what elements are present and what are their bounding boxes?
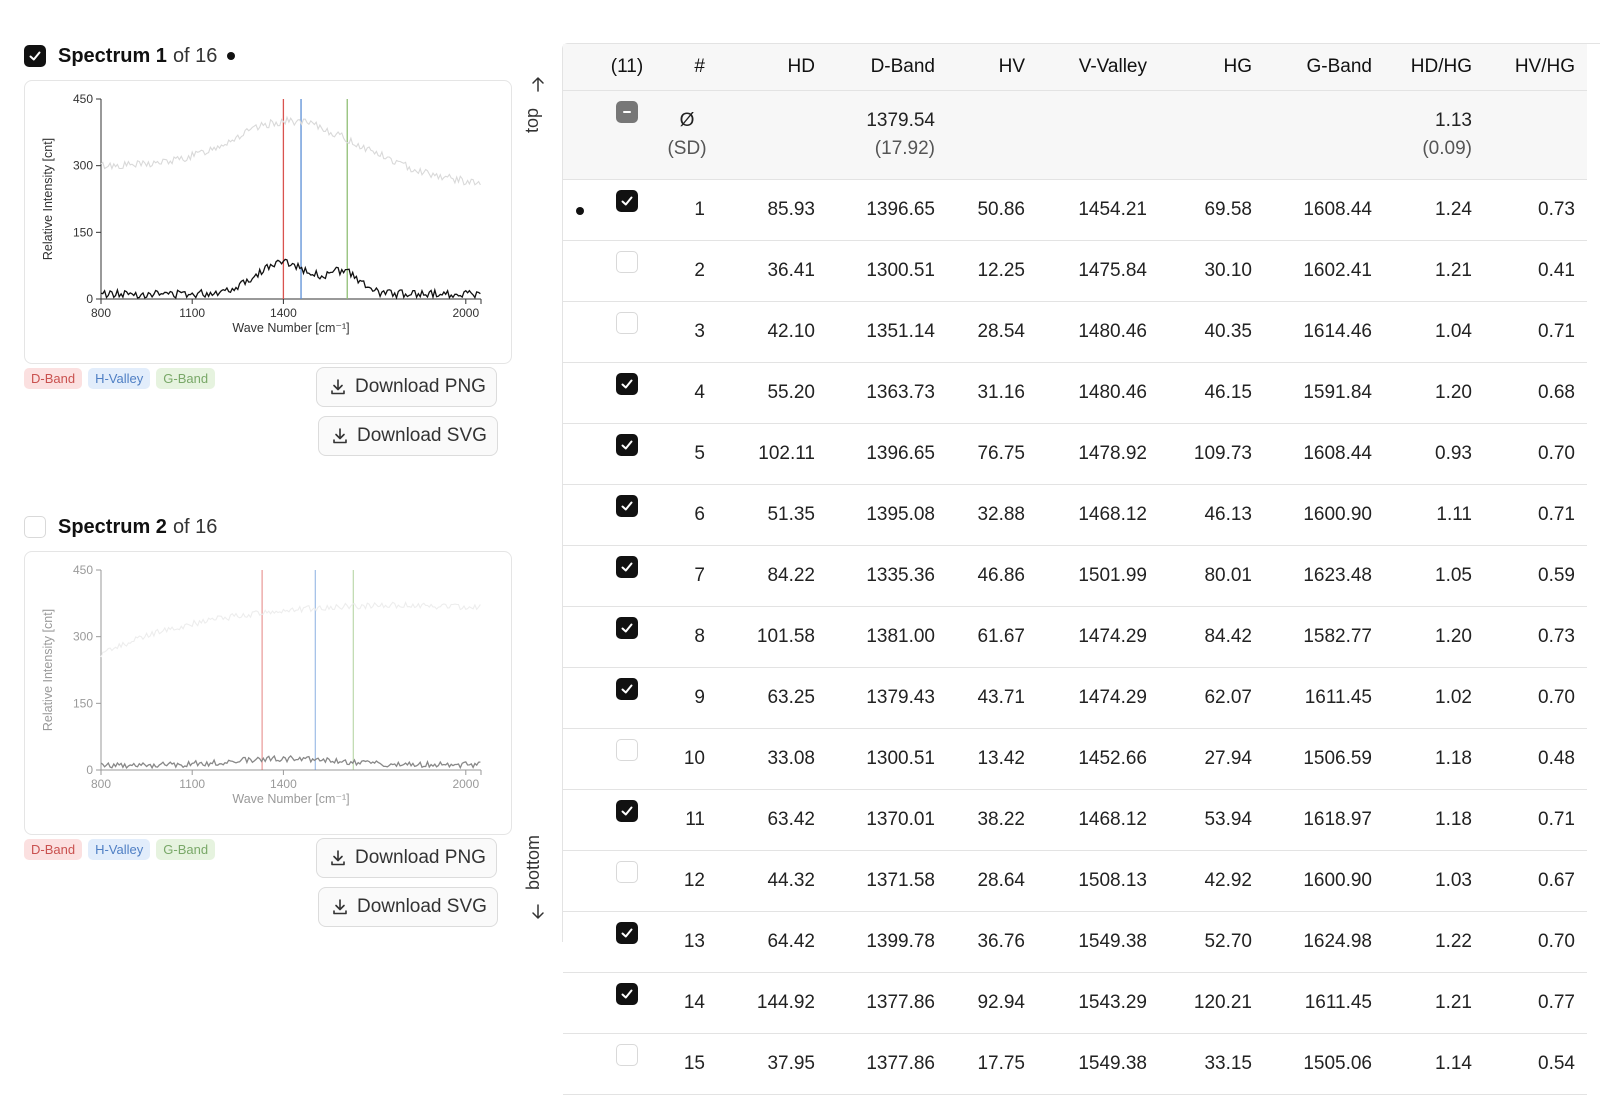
row-v-valley: 1454.21: [1037, 180, 1159, 241]
table-row[interactable]: [563, 851, 1587, 912]
scroll-bottom-link[interactable]: [523, 824, 550, 924]
table-row[interactable]: [563, 790, 1587, 851]
row-select-checkbox[interactable]: [616, 800, 638, 822]
row-hg: 69.58: [1159, 180, 1264, 241]
row-hg: 46.13: [1159, 485, 1264, 546]
y-tick-label: 450: [72, 563, 93, 577]
table-row[interactable]: [563, 180, 1587, 241]
row-index: 5: [657, 424, 717, 485]
row-hd: 42.10: [717, 302, 827, 363]
band-legend: [24, 839, 215, 860]
spectrum-chart-svg: [25, 552, 513, 836]
row-hd-hg: 1.21: [1384, 241, 1484, 302]
spectrum-panel-1: [24, 42, 514, 462]
row-hv: 76.75: [947, 424, 1037, 485]
row-hd: 84.22: [717, 546, 827, 607]
row-d-band: 1399.78: [827, 912, 947, 973]
row-hd: 63.25: [717, 668, 827, 729]
row-d-band: 1377.86: [827, 1034, 947, 1095]
row-g-band: 1614.46: [1264, 302, 1384, 363]
check-icon: [620, 438, 634, 452]
row-hv: 46.86: [947, 546, 1037, 607]
row-hv-hg: 0.41: [1484, 241, 1587, 302]
header-v-valley[interactable]: V-Valley: [1037, 44, 1159, 91]
table-row[interactable]: [563, 912, 1587, 973]
sd-hd-hg: (0.09): [1422, 138, 1472, 159]
row-index: 7: [657, 546, 717, 607]
row-select-checkbox[interactable]: [616, 190, 638, 212]
row-v-valley: 1480.46: [1037, 363, 1159, 424]
row-hv-hg: 0.73: [1484, 607, 1587, 668]
check-icon: [620, 804, 634, 818]
download-svg-button[interactable]: [318, 416, 498, 456]
row-hv-hg: 0.71: [1484, 302, 1587, 363]
table-row[interactable]: [563, 424, 1587, 485]
check-icon: [620, 377, 634, 391]
x-tick-label: 1100: [179, 777, 206, 791]
table-row[interactable]: [563, 973, 1587, 1034]
table-row[interactable]: [563, 241, 1587, 302]
row-hd: 101.58: [717, 607, 827, 668]
row-index: 4: [657, 363, 717, 424]
table-row[interactable]: [563, 485, 1587, 546]
background-spectrum-line: [101, 117, 480, 185]
row-hd-hg: 1.18: [1384, 790, 1484, 851]
row-d-band: 1396.65: [827, 180, 947, 241]
spectrum-select-checkbox[interactable]: [24, 516, 46, 538]
x-axis-label: Wave Number [cm⁻¹]: [232, 321, 350, 335]
row-g-band: 1506.59: [1264, 729, 1384, 790]
row-hv: 50.86: [947, 180, 1037, 241]
row-v-valley: 1501.99: [1037, 546, 1159, 607]
table-row[interactable]: [563, 607, 1587, 668]
header-index[interactable]: #: [657, 44, 717, 91]
spectrum-line: [101, 756, 480, 768]
row-hd-hg: 1.22: [1384, 912, 1484, 973]
spectrum-header: [24, 42, 235, 70]
x-tick-label: 1100: [179, 306, 206, 320]
row-v-valley: 1549.38: [1037, 912, 1159, 973]
table-row[interactable]: [563, 546, 1587, 607]
row-hd: 36.41: [717, 241, 827, 302]
row-d-band: 1370.01: [827, 790, 947, 851]
row-hv-hg: 0.77: [1484, 973, 1587, 1034]
download-png-label: Download PNG: [355, 376, 486, 397]
row-hv: 12.25: [947, 241, 1037, 302]
download-icon: [331, 898, 349, 916]
row-g-band: 1608.44: [1264, 180, 1384, 241]
row-hv: 38.22: [947, 790, 1037, 851]
row-hv-hg: 0.54: [1484, 1034, 1587, 1095]
header-hd-hg[interactable]: HD/HG: [1384, 44, 1484, 91]
row-hg: 30.10: [1159, 241, 1264, 302]
header-d-band[interactable]: D-Band: [827, 44, 947, 91]
y-tick-label: 0: [86, 763, 93, 777]
scroll-bottom-label: bottom: [523, 834, 544, 891]
row-hd: 144.92: [717, 973, 827, 1034]
legend-d-band: D-Band: [24, 368, 82, 389]
sd-d-band: (17.92): [874, 138, 935, 159]
row-select-checkbox[interactable]: [616, 373, 638, 395]
row-hv-hg: 0.71: [1484, 485, 1587, 546]
row-hd: 55.20: [717, 363, 827, 424]
y-tick-label: 150: [72, 696, 93, 711]
row-hg: 46.15: [1159, 363, 1264, 424]
row-hd-hg: 1.11: [1384, 485, 1484, 546]
row-index: 14: [657, 973, 717, 1034]
header-hd[interactable]: HD: [717, 44, 827, 91]
spectrum-header: [24, 513, 217, 541]
scroll-top-label: top: [522, 107, 543, 134]
row-select-checkbox[interactable]: [616, 617, 638, 639]
table-row[interactable]: [563, 729, 1587, 790]
minus-icon: [621, 106, 633, 118]
row-hd-hg: 1.20: [1384, 363, 1484, 424]
row-index: 1: [657, 180, 717, 241]
row-select-checkbox[interactable]: [616, 922, 638, 944]
row-v-valley: 1452.66: [1037, 729, 1159, 790]
row-d-band: 1371.58: [827, 851, 947, 912]
x-tick-label: 2000: [452, 777, 480, 791]
row-hv: 36.76: [947, 912, 1037, 973]
row-hd-hg: 1.18: [1384, 729, 1484, 790]
row-hv-hg: 0.73: [1484, 180, 1587, 241]
row-hd-hg: 1.20: [1384, 607, 1484, 668]
row-hd-hg: 1.02: [1384, 668, 1484, 729]
row-index: 10: [657, 729, 717, 790]
spectrum-chart: [24, 80, 512, 364]
header-hv[interactable]: HV: [947, 44, 1037, 91]
row-v-valley: 1480.46: [1037, 302, 1159, 363]
header-hg[interactable]: HG: [1159, 44, 1264, 91]
row-select-checkbox[interactable]: [616, 312, 638, 334]
row-hd-hg: 0.93: [1384, 424, 1484, 485]
spectrum-chart-svg: [25, 81, 513, 365]
row-hv: 13.42: [947, 729, 1037, 790]
x-tick-label: 1400: [270, 306, 297, 320]
arrow-down-icon: [531, 904, 545, 920]
average-hd-hg: 1.13: [1435, 110, 1472, 131]
table-row[interactable]: [563, 363, 1587, 424]
results-table: [563, 44, 1587, 1095]
sd-label: (SD): [667, 138, 707, 159]
row-select-checkbox[interactable]: [616, 556, 638, 578]
download-png-label: Download PNG: [355, 847, 486, 868]
row-hd-hg: 1.14: [1384, 1034, 1484, 1095]
row-hg: 109.73: [1159, 424, 1264, 485]
row-g-band: 1624.98: [1264, 912, 1384, 973]
y-tick-label: 150: [72, 225, 93, 240]
header-dot-col: [563, 44, 597, 91]
x-tick-label: 2000: [452, 306, 480, 320]
row-hd-hg: 1.04: [1384, 302, 1484, 363]
row-hv-hg: 0.71: [1484, 790, 1587, 851]
row-index: 6: [657, 485, 717, 546]
header-g-band[interactable]: G-Band: [1264, 44, 1384, 91]
row-d-band: 1363.73: [827, 363, 947, 424]
row-index: 3: [657, 302, 717, 363]
row-g-band: 1623.48: [1264, 546, 1384, 607]
legend-h-valley: H-Valley: [88, 839, 150, 860]
row-hv: 17.75: [947, 1034, 1037, 1095]
spectrum-count: of 16: [172, 515, 218, 538]
row-d-band: 1377.86: [827, 973, 947, 1034]
select-all-checkbox[interactable]: [616, 101, 638, 123]
row-hg: 42.92: [1159, 851, 1264, 912]
scroll-top-link[interactable]: [522, 74, 550, 134]
row-select-checkbox[interactable]: [616, 495, 638, 517]
download-icon: [329, 849, 347, 867]
check-icon: [620, 621, 634, 635]
download-icon: [329, 378, 347, 396]
row-select-checkbox[interactable]: [616, 983, 638, 1005]
row-hd: 44.32: [717, 851, 827, 912]
x-tick-label: 800: [90, 777, 112, 791]
table-row[interactable]: [563, 668, 1587, 729]
row-index: 9: [657, 668, 717, 729]
row-hv-hg: 0.67: [1484, 851, 1587, 912]
row-hg: 84.42: [1159, 607, 1264, 668]
arrow-up-icon: [531, 76, 545, 92]
row-hv: 92.94: [947, 973, 1037, 1034]
row-hv-hg: 0.59: [1484, 546, 1587, 607]
row-hv: 28.64: [947, 851, 1037, 912]
download-svg-label: Download SVG: [357, 425, 487, 446]
table-header-row: [563, 44, 1587, 91]
row-g-band: 1591.84: [1264, 363, 1384, 424]
row-index: 15: [657, 1034, 717, 1095]
row-hv-hg: 0.70: [1484, 668, 1587, 729]
row-g-band: 1611.45: [1264, 668, 1384, 729]
row-hv: 31.16: [947, 363, 1037, 424]
row-d-band: 1335.36: [827, 546, 947, 607]
legend-g-band: G-Band: [156, 839, 215, 860]
x-axis-label: Wave Number [cm⁻¹]: [232, 792, 350, 806]
row-hd: 64.42: [717, 912, 827, 973]
row-hv: 61.67: [947, 607, 1037, 668]
check-icon: [620, 194, 634, 208]
row-v-valley: 1543.29: [1037, 973, 1159, 1034]
row-d-band: 1381.00: [827, 607, 947, 668]
check-icon: [620, 499, 634, 513]
row-d-band: 1396.65: [827, 424, 947, 485]
row-g-band: 1505.06: [1264, 1034, 1384, 1095]
background-spectrum-line: [101, 602, 480, 657]
row-v-valley: 1474.29: [1037, 668, 1159, 729]
row-index: 11: [657, 790, 717, 851]
row-g-band: 1600.90: [1264, 851, 1384, 912]
row-hv: 28.54: [947, 302, 1037, 363]
legend-h-valley: H-Valley: [88, 368, 150, 389]
row-g-band: 1618.97: [1264, 790, 1384, 851]
x-tick-label: 800: [90, 306, 112, 320]
row-v-valley: 1468.12: [1037, 485, 1159, 546]
row-index: 13: [657, 912, 717, 973]
row-hv-hg: 0.48: [1484, 729, 1587, 790]
download-svg-label: Download SVG: [357, 896, 487, 917]
active-dot-icon: [227, 52, 235, 60]
row-hd-hg: 1.21: [1384, 973, 1484, 1034]
check-icon: [620, 987, 634, 1001]
header-selected-count[interactable]: (11): [597, 44, 657, 91]
average-d-band: 1379.54: [866, 110, 935, 131]
check-icon: [620, 682, 634, 696]
results-table-container[interactable]: [562, 43, 1600, 1074]
row-index: 8: [657, 607, 717, 668]
row-hd-hg: 1.05: [1384, 546, 1484, 607]
row-d-band: 1300.51: [827, 729, 947, 790]
y-axis-label: Relative Intensity [cnt]: [41, 608, 55, 732]
average-label: Ø: [679, 110, 695, 131]
row-hd: 102.11: [717, 424, 827, 485]
row-hg: 53.94: [1159, 790, 1264, 851]
legend-d-band: D-Band: [24, 839, 82, 860]
row-select-checkbox[interactable]: [616, 251, 638, 273]
row-v-valley: 1475.84: [1037, 241, 1159, 302]
row-select-checkbox[interactable]: [616, 678, 638, 700]
row-g-band: 1608.44: [1264, 424, 1384, 485]
row-hd: 85.93: [717, 180, 827, 241]
row-hg: 120.21: [1159, 973, 1264, 1034]
row-hg: 27.94: [1159, 729, 1264, 790]
download-png-button[interactable]: [316, 367, 497, 407]
download-svg-button[interactable]: [318, 887, 498, 927]
row-select-checkbox[interactable]: [616, 861, 638, 883]
band-legend: [24, 368, 215, 389]
check-icon: [620, 926, 634, 940]
row-d-band: 1351.14: [827, 302, 947, 363]
row-hg: 80.01: [1159, 546, 1264, 607]
row-d-band: 1395.08: [827, 485, 947, 546]
row-hv: 43.71: [947, 668, 1037, 729]
row-hv-hg: 0.70: [1484, 912, 1587, 973]
row-hd: 51.35: [717, 485, 827, 546]
x-tick-label: 1400: [270, 777, 297, 791]
download-png-button[interactable]: [316, 838, 497, 878]
row-hd-hg: 1.24: [1384, 180, 1484, 241]
row-hd: 63.42: [717, 790, 827, 851]
row-v-valley: 1549.38: [1037, 1034, 1159, 1095]
spectrum-count: of 16: [172, 44, 218, 67]
header-hv-hg[interactable]: HV/HG: [1484, 44, 1587, 91]
check-icon: [28, 49, 42, 63]
row-index: 2: [657, 241, 717, 302]
y-tick-label: 300: [72, 629, 93, 644]
y-tick-label: 300: [72, 158, 93, 173]
spectrum-title: Spectrum 2: [58, 515, 167, 538]
spectrum-line: [101, 259, 480, 297]
spectrum-chart: [24, 551, 512, 835]
row-v-valley: 1508.13: [1037, 851, 1159, 912]
row-hd-hg: 1.03: [1384, 851, 1484, 912]
row-d-band: 1379.43: [827, 668, 947, 729]
row-g-band: 1582.77: [1264, 607, 1384, 668]
spectrum-title: Spectrum 1: [58, 44, 167, 67]
active-row-dot-icon: [576, 207, 584, 215]
download-icon: [331, 427, 349, 445]
legend-g-band: G-Band: [156, 368, 215, 389]
row-hv: 32.88: [947, 485, 1037, 546]
spectrum-panel-2: [24, 513, 514, 942]
row-v-valley: 1478.92: [1037, 424, 1159, 485]
row-d-band: 1300.51: [827, 241, 947, 302]
y-tick-label: 450: [72, 92, 93, 106]
row-g-band: 1602.41: [1264, 241, 1384, 302]
row-index: 12: [657, 851, 717, 912]
y-tick-label: 0: [86, 292, 93, 306]
row-select-checkbox[interactable]: [616, 1044, 638, 1066]
table-row[interactable]: [563, 302, 1587, 363]
row-g-band: 1600.90: [1264, 485, 1384, 546]
row-select-checkbox[interactable]: [616, 434, 638, 456]
row-hd: 33.08: [717, 729, 827, 790]
y-axis-label: Relative Intensity [cnt]: [41, 137, 55, 261]
row-hg: 33.15: [1159, 1034, 1264, 1095]
row-hv-hg: 0.68: [1484, 363, 1587, 424]
row-g-band: 1611.45: [1264, 973, 1384, 1034]
average-row: [563, 91, 1587, 180]
row-v-valley: 1468.12: [1037, 790, 1159, 851]
spectrum-select-checkbox[interactable]: [24, 45, 46, 67]
row-hv-hg: 0.70: [1484, 424, 1587, 485]
row-hg: 62.07: [1159, 668, 1264, 729]
check-icon: [620, 560, 634, 574]
table-row[interactable]: [563, 1034, 1587, 1095]
row-hg: 52.70: [1159, 912, 1264, 973]
row-hg: 40.35: [1159, 302, 1264, 363]
row-v-valley: 1474.29: [1037, 607, 1159, 668]
row-hd: 37.95: [717, 1034, 827, 1095]
row-select-checkbox[interactable]: [616, 739, 638, 761]
